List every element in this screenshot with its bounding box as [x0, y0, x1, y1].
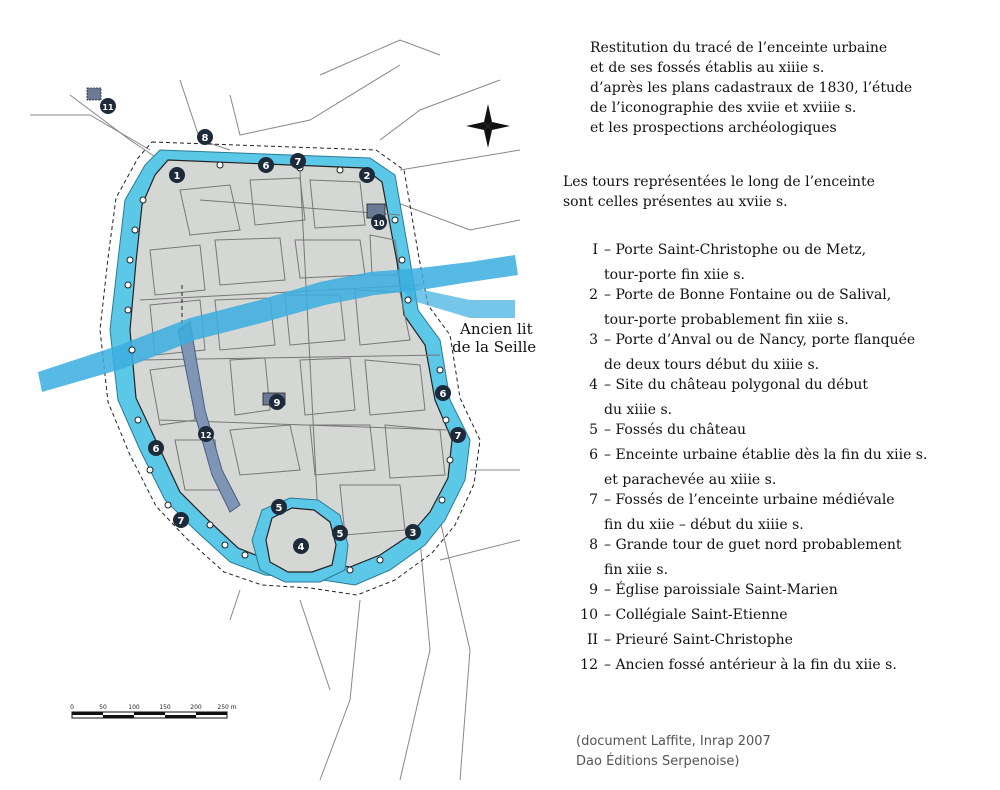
svg-text:10: 10	[373, 219, 385, 228]
marker-10	[371, 214, 387, 230]
marker-5a	[271, 499, 287, 515]
svg-text:3: 3	[409, 528, 417, 539]
svg-text:12: 12	[200, 431, 212, 440]
marker-7a	[290, 153, 306, 169]
legend-item-11	[560, 630, 990, 650]
legend-text: – Église paroissiale Saint-Marien	[604, 582, 838, 598]
legend-item-7	[560, 490, 990, 535]
legend-text: – Site du château polygonal du début	[604, 377, 868, 393]
credit	[576, 732, 771, 772]
legend-text-cont: du xiiie s.	[604, 402, 673, 418]
svg-text:0: 0	[70, 704, 74, 711]
legend-text-cont: tour-porte fin xiie s.	[604, 267, 745, 283]
legend-number: 6	[589, 447, 598, 463]
legend-number: 3	[589, 332, 598, 348]
legend-item-10	[560, 605, 990, 625]
svg-text:1: 1	[173, 171, 181, 182]
legend-number: 5	[589, 422, 598, 438]
marker-4	[293, 538, 309, 554]
svg-text:7: 7	[177, 516, 185, 527]
caption-line: d’après les plans cadastraux de 1830, l’étude	[590, 80, 913, 96]
svg-text:6: 6	[439, 389, 447, 400]
marker-1	[169, 167, 185, 183]
towers-note	[563, 172, 983, 212]
caption-line: de l’iconographie des xviie et xviiie s.	[590, 100, 857, 116]
svg-text:7: 7	[454, 431, 462, 442]
svg-text:11: 11	[102, 103, 114, 112]
legend-item-2	[560, 285, 990, 330]
marker-7b	[450, 427, 466, 443]
marker-12	[198, 426, 214, 442]
marker-11	[100, 98, 116, 114]
marker-3	[405, 524, 421, 540]
marker-6a	[258, 157, 274, 173]
legend-number: 4	[589, 377, 598, 393]
towers-note-line: sont celles présentes au xviie s.	[563, 194, 788, 210]
legend-text: – Fossés du château	[604, 422, 747, 438]
legend-text: – Fossés de l’enceinte urbaine médiévale	[604, 492, 895, 508]
legend-text: – Porte de Bonne Fontaine ou de Salival,	[604, 287, 892, 303]
marker-7c	[173, 512, 189, 528]
north-arrow-icon	[466, 104, 510, 148]
marker-6b	[148, 440, 164, 456]
caption-line: et les prospections archéologiques	[590, 120, 837, 136]
svg-text:8: 8	[201, 133, 209, 144]
credit-line: (document Laffite, Inrap 2007	[576, 734, 771, 749]
legend-item-4	[560, 375, 990, 420]
legend-number: II	[586, 632, 598, 648]
legend-item-3	[560, 330, 990, 375]
legend-item-12	[560, 655, 990, 675]
map-caption	[590, 38, 970, 138]
legend-text-cont: et parachevée au xiiie s.	[604, 472, 777, 488]
legend-text-cont: fin xiie s.	[604, 562, 669, 578]
seille-label-line1: Ancien lit	[460, 320, 533, 338]
legend-number: 7	[589, 492, 598, 508]
svg-text:200: 200	[190, 704, 202, 711]
svg-text:150: 150	[159, 704, 171, 711]
svg-text:50: 50	[99, 704, 107, 711]
svg-text:100: 100	[128, 704, 140, 711]
svg-text:9: 9	[273, 398, 281, 409]
legend-text: – Porte Saint-Christophe ou de Metz,	[604, 242, 867, 258]
towers-note-line: Les tours représentées le long de l’enceinte	[563, 174, 875, 190]
svg-text:6: 6	[262, 161, 270, 172]
marker-8	[197, 129, 213, 145]
marker-2	[359, 167, 375, 183]
legend-number: 9	[589, 582, 598, 598]
legend-text: – Enceinte urbaine établie dès la fin du xiie s.	[604, 447, 928, 463]
legend-item-1	[560, 240, 990, 285]
legend-item-5	[560, 420, 990, 440]
svg-text:250 m: 250 m	[217, 704, 237, 711]
legend-item-8	[560, 535, 990, 580]
caption-line: Restitution du tracé de l’enceinte urbaine	[590, 40, 888, 56]
legend-text-cont: fin du xiie – début du xiiie s.	[604, 517, 804, 533]
caption-line: et de ses fossés établis au xiiie s.	[590, 60, 825, 76]
legend-text: – Grande tour de guet nord probablement	[604, 537, 902, 553]
scale-bar	[70, 704, 237, 718]
legend-number: 2	[589, 287, 598, 303]
credit-line: Dao Éditions Serpenoise)	[576, 754, 740, 769]
legend-text-cont: tour-porte probablement fin xiie s.	[604, 312, 849, 328]
legend	[560, 240, 990, 680]
svg-text:5: 5	[336, 529, 344, 540]
legend-text: – Collégiale Saint-Etienne	[604, 607, 788, 623]
seille-label-line2: de la Seille	[452, 338, 537, 356]
svg-text:2: 2	[363, 171, 371, 182]
legend-text: – Porte d’Anval ou de Nancy, porte flanquée	[604, 332, 916, 348]
marker-5b	[332, 525, 348, 541]
prieure-saint-christophe	[87, 88, 101, 100]
marker-9	[269, 394, 285, 410]
legend-text-cont: de deux tours début du xiiie s.	[604, 357, 820, 373]
marker-6c	[435, 385, 451, 401]
legend-number: I	[592, 242, 598, 258]
legend-number: 8	[589, 537, 598, 553]
legend-item-6	[560, 445, 990, 490]
legend-number: 12	[580, 657, 598, 673]
legend-text: – Prieuré Saint-Christophe	[604, 632, 793, 648]
svg-text:5: 5	[275, 503, 283, 514]
legend-text: – Ancien fossé antérieur à la fin du xiie s.	[604, 657, 897, 673]
legend-item-9	[560, 580, 990, 600]
svg-text:7: 7	[294, 157, 302, 168]
legend-number: 10	[580, 607, 598, 623]
svg-text:6: 6	[152, 444, 160, 455]
svg-text:4: 4	[297, 542, 305, 553]
